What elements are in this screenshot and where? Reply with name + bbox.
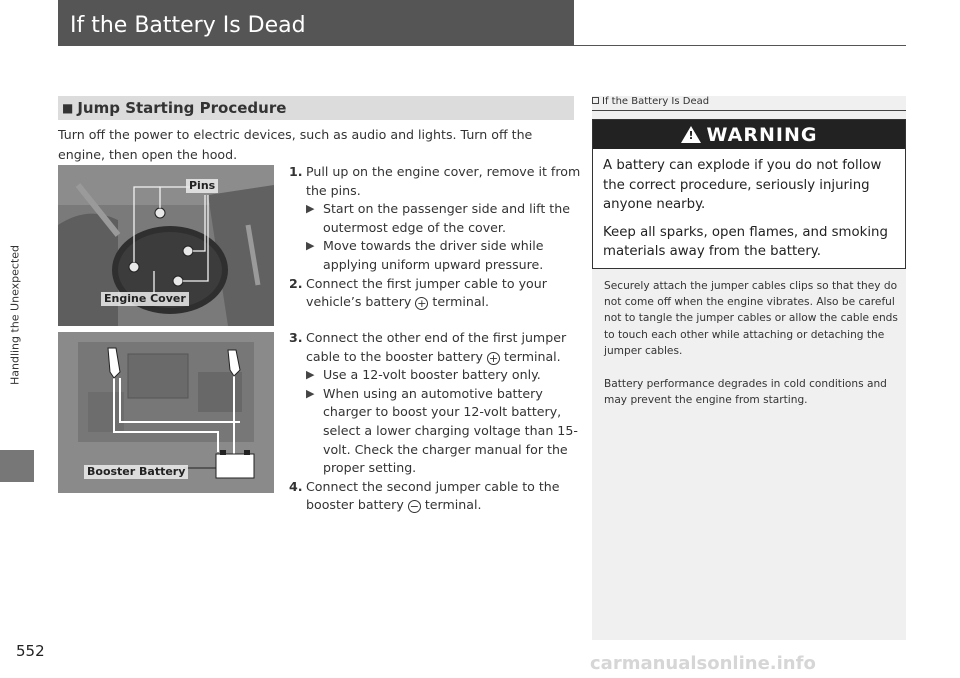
page-title: If the Battery Is Dead (70, 13, 306, 38)
watermark: carmanualsonline.info (590, 653, 816, 674)
step-text-end: terminal. (424, 497, 482, 513)
booster-battery-figure (58, 332, 274, 493)
plus-terminal-icon: + (417, 297, 427, 311)
step-number: 1. (289, 164, 303, 179)
section-marker-icon: ■ (62, 101, 74, 115)
step-text: Connect the second jumper cable to the booster battery (306, 478, 560, 513)
warning-box (592, 119, 906, 269)
step-1 (289, 163, 589, 200)
steps-group-2 (289, 329, 589, 515)
step-3 (289, 329, 589, 366)
sub-step-text: When using an automotive battery charger to boost your 12-volt battery, select a lower charging voltage than 15-volt. Check the charger manual for the proper setting. (323, 385, 578, 476)
callout-pins: Pins (186, 179, 218, 193)
minus-terminal-icon: − (409, 500, 419, 514)
title-bar (58, 0, 574, 46)
step-4 (289, 478, 589, 515)
chapter-name: Handling the Unexpected (8, 244, 22, 386)
step-text-end: terminal. (432, 294, 490, 310)
sidebar-reference-header (592, 96, 906, 111)
step-text: Connect the other end of the first jumper cable to the booster battery (306, 330, 567, 364)
reference-icon (592, 97, 599, 104)
steps-group-1 (289, 163, 589, 312)
intro-paragraph: Turn off the power to electric devices, such as audio and lights. Turn off the engine, then open the hood. (58, 127, 533, 162)
plus-terminal-icon: + (488, 351, 499, 365)
engine-cover-figure (58, 165, 274, 326)
warning-title: WARNING (706, 123, 818, 146)
sub-step (289, 385, 589, 478)
step-text: Pull up on the engine cover, remove it from the pins. (306, 164, 581, 198)
arrow-right-icon: ▶ (306, 239, 315, 253)
sidebar-reference-label: If the Battery Is Dead (602, 96, 710, 107)
chapter-tab (0, 450, 34, 482)
sub-step (289, 366, 589, 385)
sidebar-note: Battery performance degrades in cold conditions and may prevent the engine from starting. (604, 378, 887, 407)
chapter-side-label (6, 180, 24, 450)
callout-booster-battery: Booster Battery (84, 465, 188, 479)
sub-step-text: Move towards the driver side while applying uniform upward pressure. (323, 238, 544, 272)
warning-banner (593, 120, 905, 149)
sub-step-text: Start on the passenger side and lift the outermost edge of the cover. (323, 201, 570, 235)
page-number: 552 (16, 642, 45, 660)
arrow-right-icon: ▶ (306, 202, 315, 216)
warning-paragraph: A battery can explode if you do not follow the correct procedure, seriously injuring anyone nearby. (603, 158, 882, 212)
step-text: Connect the first jumper cable to your vehicle’s battery (306, 275, 547, 310)
sub-step-text: Use a 12-volt booster battery only. (323, 367, 541, 383)
step-number: 2. (289, 275, 303, 291)
sidebar-note: Securely attach the jumper cables clips so that they do not come off when the engine vibrates. Also be careful not to tangle the jumper cables or allow the cable ends to touch each other while attaching or detaching the jumper cables. (604, 280, 898, 357)
warning-paragraph: Keep all sparks, open flames, and smoking materials away from the battery. (603, 224, 888, 259)
sub-step (289, 237, 589, 274)
arrow-right-icon: ▶ (306, 386, 315, 400)
arrow-right-icon: ▶ (306, 368, 315, 382)
title-rule (574, 45, 906, 46)
step-number: 3. (289, 330, 303, 345)
warning-body (593, 149, 905, 262)
step-2 (289, 275, 589, 312)
sub-step (289, 200, 589, 237)
step-number: 4. (289, 478, 303, 494)
step-text-end: terminal. (504, 348, 561, 364)
section-heading-text: Jump Starting Procedure (77, 99, 287, 117)
warning-triangle-icon (681, 126, 701, 143)
callout-engine-cover: Engine Cover (101, 292, 189, 306)
section-heading (58, 96, 574, 120)
